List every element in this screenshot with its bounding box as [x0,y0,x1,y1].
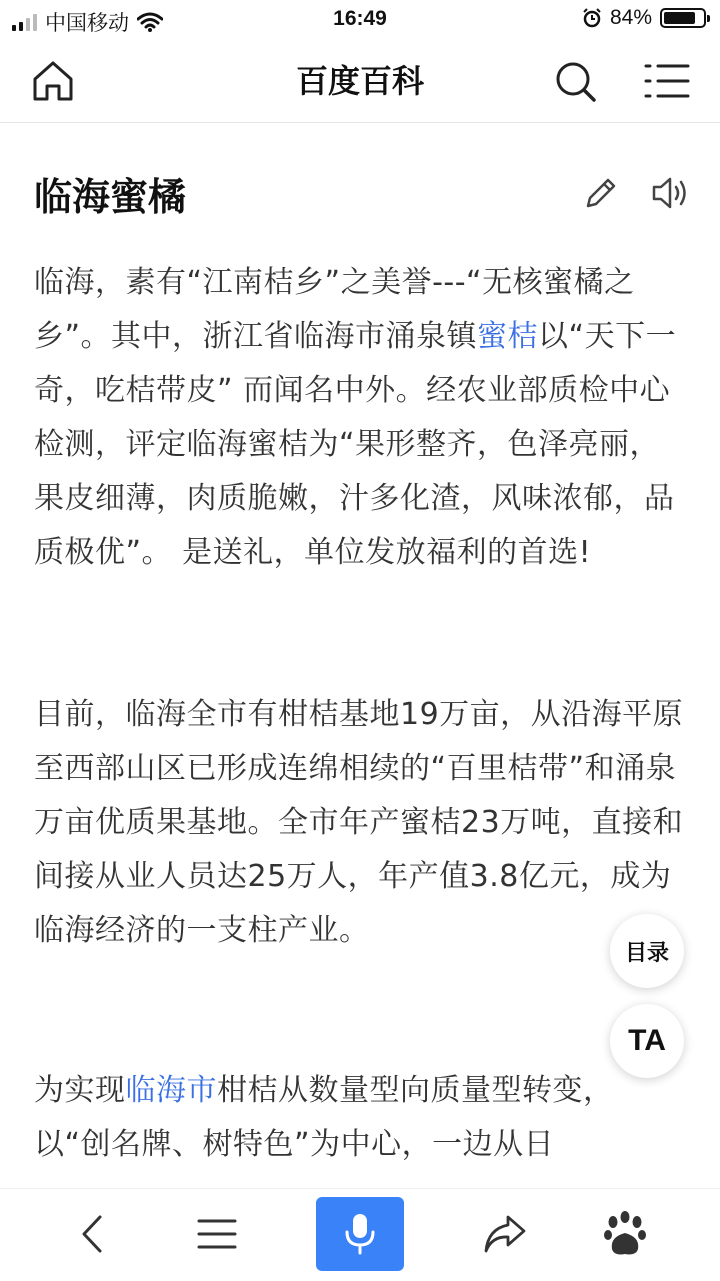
article-title: 临海蜜橘 [34,175,187,219]
clock: 16:49 [333,7,387,30]
link-mijie[interactable]: 蜜桔 [477,319,539,354]
share-arrow-icon[interactable] [480,1209,530,1259]
paragraph-3 [34,1064,690,1172]
table-of-contents-button[interactable]: 目录 [610,914,684,988]
voice-search-button[interactable] [316,1197,404,1271]
list-menu-icon[interactable] [192,1209,242,1259]
menu-icon[interactable] [644,60,690,102]
speaker-icon[interactable] [650,172,692,214]
status-bar [0,0,720,40]
battery-percent: 84% [609,6,652,29]
baidu-paw-icon[interactable] [600,1209,650,1259]
page-title: 百度百科 [295,62,424,100]
carrier-label: 中国移动 [45,12,129,35]
alarm-icon [582,8,602,28]
paragraph-text: 临海，素有“江南桔乡”之美誉---“无核蜜橘之乡”。其中，浙江省临海市涌泉镇 [34,265,635,354]
microphone-icon [343,1212,377,1256]
paragraph-text: 为实现 [34,1073,126,1108]
search-icon[interactable] [552,58,598,104]
back-arrow-icon[interactable] [68,1209,118,1259]
top-navigation [0,40,720,123]
battery-icon [660,8,706,28]
paragraph-1 [34,256,690,580]
bottom-toolbar [0,1188,720,1281]
ta-button[interactable]: TA [610,1004,684,1078]
link-linhai-city[interactable]: 临海市 [125,1073,217,1108]
edit-pencil-icon[interactable] [580,174,620,214]
paragraph-text: 柑桔从数量型向质量型转变，以“创名牌、树特色”为中心，一边从日 [34,1073,614,1162]
paragraph-2: 目前，临海全市有柑桔基地19万亩，从沿海平原至西部山区已形成连绵相续的“百里桔带”和涌泉万亩优质果基地。全市年产蜜桔23万吨，直接和间接从业人员达25万人，年产值3.8亿元，成为临海经济的一支柱产业。 [34,697,684,948]
paragraph-text: 以“天下一奇，吃桔带皮” 而闻名中外。经农业部质检中心检测，评定临海蜜桔为“果形整齐，色泽亮丽， 果皮细薄，肉质脆嫩，汁多化渣，风味浓郁，品质极优”。 是送礼，单位发放福利的首选! [34,319,677,570]
